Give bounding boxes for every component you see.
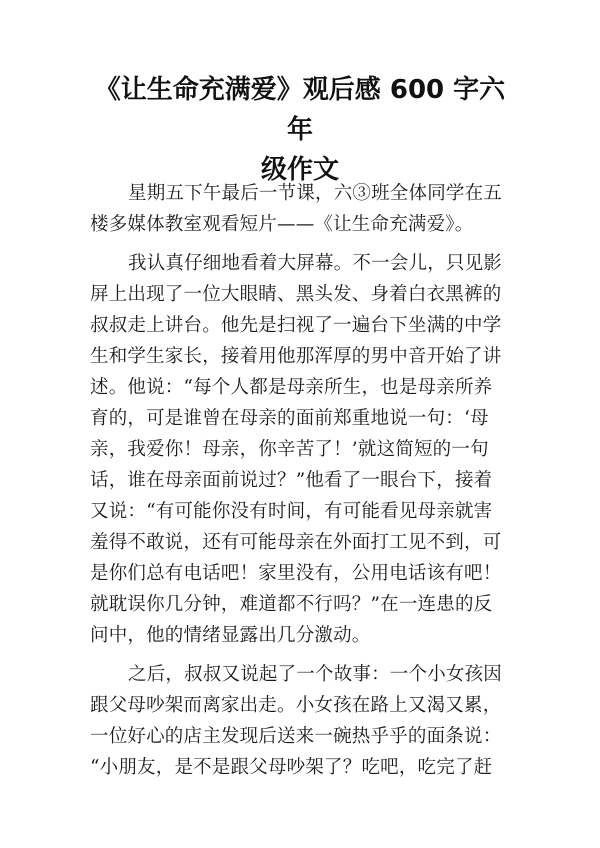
- text-line: 又说：“有可能你没有时间，有可能看见母亲就害: [90, 501, 493, 522]
- text-line: 生和学生家长，接着用他那浑厚的男中音开始了讲: [90, 346, 502, 367]
- text-line: “小朋友，是不是跟父母吵架了？吃吧，吃完了赶: [90, 757, 493, 778]
- text-line: 我认真仔细地看着大屏幕。不一会儿，只见影: [128, 253, 503, 274]
- text-line: 星期五下午最后一节课，六③班全体同学在五: [128, 183, 503, 204]
- text-line: 一位好心的店主发现后送来一碗热乎乎的面条说：: [90, 726, 502, 747]
- paragraph-2: [90, 248, 530, 651]
- title-line-2: 级作文: [260, 155, 339, 185]
- document-title: [90, 70, 510, 190]
- text-line: 问中，他的情绪显露出几分激动。: [90, 625, 371, 646]
- text-line: 之后，叔叔又说起了一个故事：一个小女孩因: [128, 664, 503, 685]
- text-line: 叔叔走上讲台。他先是扫视了一遍台下坐满的中学: [90, 315, 502, 336]
- text-line: 跟父母吵架而离家出走。小女孩在路上又渴又累，: [90, 695, 502, 716]
- text-line: 亲，我爱你！母亲，你辛苦了！’就这简短的一句: [90, 439, 489, 460]
- paragraph-1: [90, 178, 530, 240]
- text-line: 楼多媒体教室观看短片——《让生命充满爱》。: [90, 214, 474, 235]
- title-line-1: 《让生命充满爱》观后感 600 字六年: [94, 75, 506, 145]
- paragraph-3: [90, 659, 530, 783]
- text-line: 是你们总有电话吧！家里没有，公用电话该有吧！: [90, 563, 502, 584]
- text-line: 话，谁在母亲面前说过？”他看了一眼台下，接着: [90, 470, 493, 491]
- text-line: 羞得不敢说，还有可能母亲在外面打工见不到，可: [90, 532, 502, 553]
- text-line: 育的，可是谁曾在母亲的面前郑重地说一句：‘母: [90, 408, 489, 429]
- text-line: 屏上出现了一位大眼睛、黑头发、身着白衣黑裤的: [90, 284, 502, 305]
- text-line: 就耽误你几分钟，难道都不行吗？”在一连患的反: [90, 594, 493, 615]
- document-body: [90, 178, 530, 791]
- text-line: 述。他说：“每个人都是母亲所生，也是母亲所养: [90, 377, 493, 398]
